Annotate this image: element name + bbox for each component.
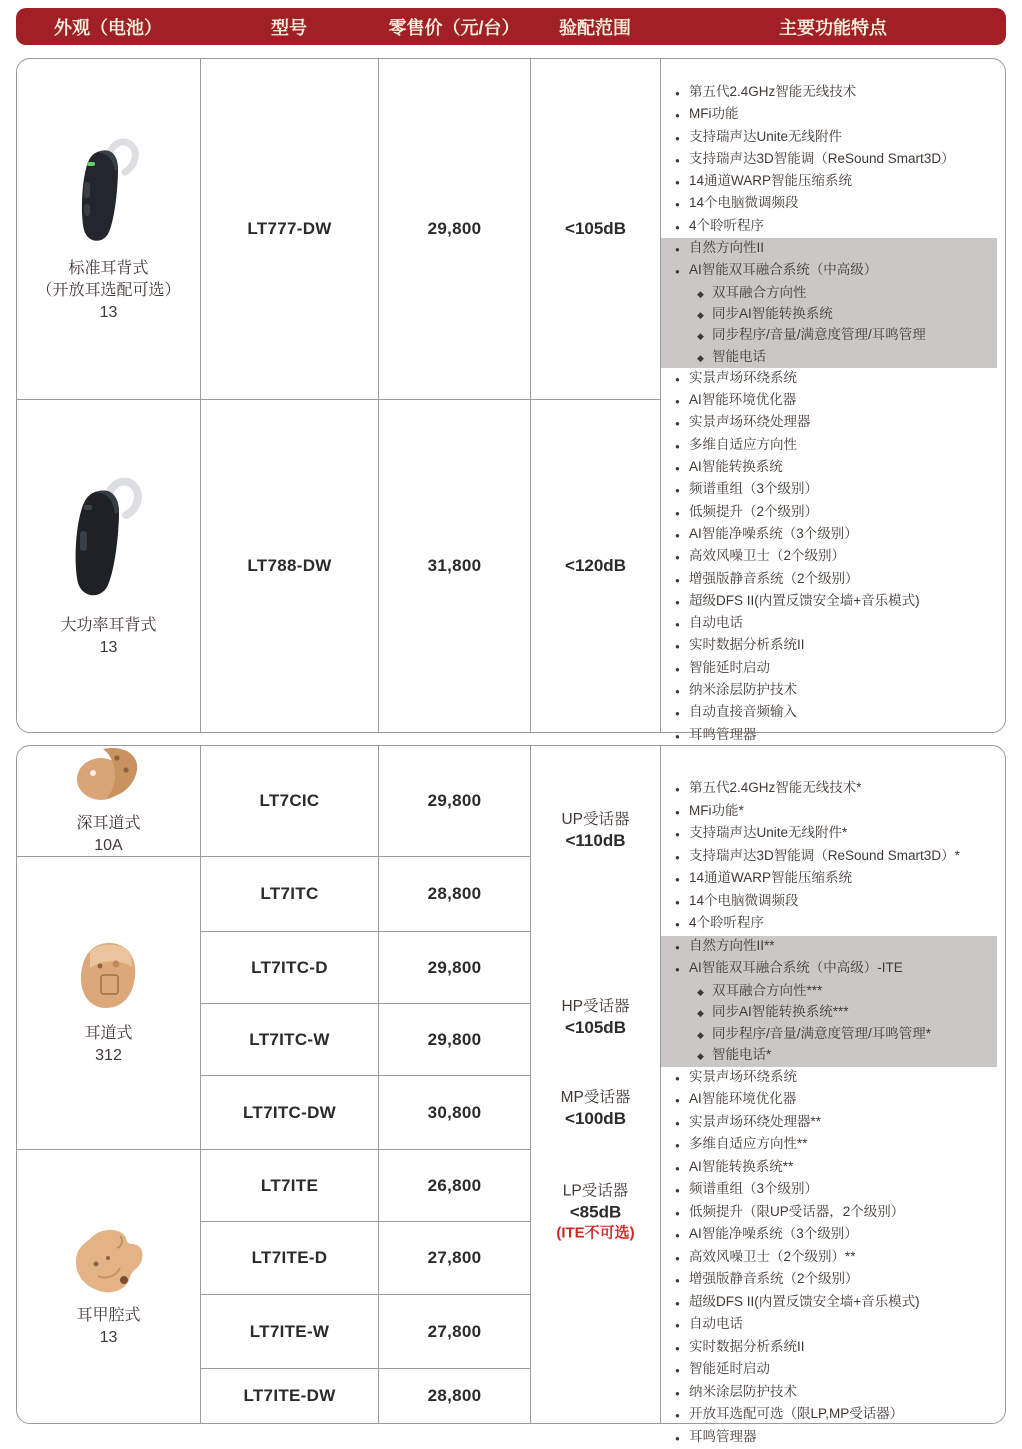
feature-text: AI智能转换系统 bbox=[689, 457, 783, 477]
feature-item bbox=[661, 502, 997, 524]
feature-text: 自然方向性II** bbox=[689, 936, 775, 957]
feature-item bbox=[661, 1404, 997, 1427]
dot-bullet-icon: ● bbox=[675, 1204, 689, 1225]
custom-models-table bbox=[16, 745, 1006, 1424]
receiver-label: UP受话器 bbox=[531, 809, 660, 830]
feature-item bbox=[661, 412, 997, 434]
feature-text: 支持瑞声达3D智能调（ReSound Smart3D） bbox=[689, 149, 955, 169]
dot-bullet-icon: ● bbox=[675, 459, 689, 479]
battery-size-label: 13 bbox=[76, 1327, 140, 1349]
model-cell: LT7ITC-D bbox=[201, 932, 379, 1004]
feature-item bbox=[661, 171, 997, 193]
dot-bullet-icon: ● bbox=[675, 1429, 689, 1449]
dot-bullet-icon: ● bbox=[675, 1339, 689, 1360]
feature-text: 14个电脑微调频段 bbox=[689, 891, 799, 912]
appearance-label-line: 耳道式 bbox=[84, 1023, 132, 1045]
feature-text: 4个聆听程序 bbox=[689, 216, 764, 236]
feature-item bbox=[661, 1427, 997, 1449]
header-main-features: 主要功能特点 bbox=[660, 14, 1006, 40]
feature-item bbox=[661, 1292, 997, 1315]
feature-text: 支持瑞声达3D智能调（ReSound Smart3D）* bbox=[689, 846, 960, 867]
dot-bullet-icon: ● bbox=[675, 84, 689, 104]
feature-item bbox=[661, 868, 997, 891]
feature-text: MFi功能* bbox=[689, 801, 744, 822]
feature-text: 自动电话 bbox=[689, 1314, 743, 1335]
fitting-range-value: <110dB bbox=[531, 830, 660, 851]
diamond-bullet-icon: ◆ bbox=[697, 1003, 712, 1024]
appearance-label-line: （开放耳选配可选） bbox=[36, 280, 180, 302]
battery-size-label: 13 bbox=[36, 302, 180, 324]
dot-bullet-icon: ● bbox=[675, 240, 689, 260]
high-power-bte-hearing-aid-image bbox=[66, 473, 152, 605]
itc-hearing-aid-image bbox=[77, 939, 141, 1013]
dot-bullet-icon: ● bbox=[675, 1091, 689, 1112]
feature-text: 纳米涂层防护技术 bbox=[689, 680, 797, 700]
feature-text: 多维自适应方向性 bbox=[689, 435, 797, 455]
dot-bullet-icon: ● bbox=[675, 106, 689, 126]
feature-item bbox=[661, 1134, 997, 1157]
appearance-cell-itc bbox=[17, 857, 201, 1150]
fitting-range-column bbox=[531, 746, 661, 1423]
dot-bullet-icon: ● bbox=[675, 848, 689, 869]
diamond-bullet-icon: ◆ bbox=[697, 982, 712, 1003]
dot-bullet-icon: ● bbox=[675, 392, 689, 412]
receiver-label: MP受话器 bbox=[531, 1087, 660, 1108]
feature-item bbox=[661, 524, 997, 546]
feature-item bbox=[661, 569, 997, 591]
feature-text: 频谱重组（3个级别） bbox=[689, 479, 818, 499]
price-cell: 27,800 bbox=[379, 1295, 531, 1369]
feature-item bbox=[661, 913, 997, 936]
feature-text: 4个聆听程序 bbox=[689, 913, 764, 934]
dot-bullet-icon: ● bbox=[675, 1384, 689, 1405]
feature-item bbox=[661, 1202, 997, 1225]
feature-text: 多维自适应方向性** bbox=[689, 1134, 808, 1155]
feature-text: AI智能双耳融合系统（中高级） bbox=[689, 260, 877, 280]
dot-bullet-icon: ● bbox=[675, 704, 689, 724]
feature-item bbox=[661, 1024, 997, 1046]
dot-bullet-icon: ● bbox=[675, 593, 689, 613]
dot-bullet-icon: ● bbox=[675, 1159, 689, 1180]
battery-size-label: 13 bbox=[60, 637, 156, 659]
feature-item bbox=[661, 635, 997, 657]
dot-bullet-icon: ● bbox=[675, 1136, 689, 1157]
dot-bullet-icon: ● bbox=[675, 825, 689, 846]
feature-text: 自动电话 bbox=[689, 613, 743, 633]
feature-item bbox=[661, 457, 997, 479]
standard-bte-hearing-aid-image bbox=[71, 135, 147, 248]
feature-text: AI智能双耳融合系统（中高级）-ITE bbox=[689, 958, 903, 979]
feature-item bbox=[661, 801, 997, 824]
feature-item bbox=[661, 260, 997, 282]
diamond-bullet-icon: ◆ bbox=[697, 284, 712, 304]
feature-item bbox=[661, 82, 997, 104]
dot-bullet-icon: ● bbox=[675, 370, 689, 390]
dot-bullet-icon: ● bbox=[675, 660, 689, 680]
dot-bullet-icon: ● bbox=[675, 151, 689, 171]
battery-size-label: 312 bbox=[84, 1045, 132, 1067]
feature-item bbox=[661, 591, 997, 613]
dot-bullet-icon: ● bbox=[675, 437, 689, 457]
dot-bullet-icon: ● bbox=[675, 414, 689, 434]
header-fitting-range: 验配范围 bbox=[530, 14, 660, 40]
feature-text: 高效风噪卫士（2个级别）** bbox=[689, 1247, 856, 1268]
feature-text: AI智能转换系统** bbox=[689, 1157, 793, 1178]
model-cell: LT788-DW bbox=[201, 400, 379, 732]
dot-bullet-icon: ● bbox=[675, 893, 689, 914]
feature-item bbox=[661, 725, 997, 747]
price-cell: 28,800 bbox=[379, 857, 531, 932]
feature-item bbox=[661, 390, 997, 412]
feature-item bbox=[661, 846, 997, 869]
feature-text: 智能延时启动 bbox=[689, 1359, 770, 1380]
header-appearance-battery: 外观（电池） bbox=[16, 14, 200, 40]
dot-bullet-icon: ● bbox=[675, 1294, 689, 1315]
feature-text: AI智能净噪系统（3个级别） bbox=[689, 1224, 858, 1245]
feature-text: 双耳融合方向性*** bbox=[712, 981, 822, 1002]
dot-bullet-icon: ● bbox=[675, 1271, 689, 1292]
features-list-bte bbox=[661, 59, 1005, 732]
dot-bullet-icon: ● bbox=[675, 1226, 689, 1247]
feature-item bbox=[661, 1067, 997, 1090]
feature-text: 14个电脑微调频段 bbox=[689, 193, 799, 213]
receiver-label: HP受话器 bbox=[531, 996, 660, 1017]
price-cell: 30,800 bbox=[379, 1076, 531, 1150]
price-cell: 26,800 bbox=[379, 1150, 531, 1222]
feature-text: 低频提升（限UP受话器，2个级别） bbox=[689, 1202, 904, 1223]
feature-item bbox=[661, 546, 997, 568]
feature-item bbox=[661, 1112, 997, 1135]
model-cell: LT7ITC-DW bbox=[201, 1076, 379, 1150]
feature-text: 智能电话 bbox=[712, 347, 766, 367]
feature-text: 实景声场环绕处理器** bbox=[689, 1112, 821, 1133]
dot-bullet-icon: ● bbox=[675, 1361, 689, 1382]
appearance-label bbox=[76, 813, 140, 857]
feature-item bbox=[661, 1382, 997, 1405]
cic-hearing-aid-image bbox=[73, 745, 145, 803]
feature-item bbox=[661, 1089, 997, 1112]
feature-text: 同步AI智能转换系统 bbox=[712, 304, 833, 324]
dot-bullet-icon: ● bbox=[675, 571, 689, 591]
led-indicator bbox=[87, 162, 95, 166]
feature-item bbox=[661, 1314, 997, 1337]
feature-item bbox=[661, 981, 997, 1003]
appearance-label bbox=[60, 615, 156, 659]
dot-bullet-icon: ● bbox=[675, 129, 689, 149]
price-cell: 27,800 bbox=[379, 1222, 531, 1295]
fitting-range-value: <105dB bbox=[565, 219, 626, 239]
fitting-range-lp bbox=[531, 1180, 660, 1243]
price-cell: 31,800 bbox=[379, 400, 531, 732]
feature-item bbox=[661, 193, 997, 215]
feature-text: 耳鸣管理器 bbox=[689, 725, 757, 745]
dot-bullet-icon: ● bbox=[675, 637, 689, 657]
feature-text: 开放耳选配可选（限LP,MP受话器） bbox=[689, 1404, 903, 1425]
dot-bullet-icon: ● bbox=[675, 481, 689, 501]
model-cell: LT7ITE-DW bbox=[201, 1369, 379, 1423]
fitting-range-cell bbox=[531, 59, 661, 400]
feature-item bbox=[661, 1002, 997, 1024]
header-model: 型号 bbox=[200, 14, 378, 40]
feature-item bbox=[661, 1045, 997, 1067]
model-cell: LT7CIC bbox=[201, 746, 379, 857]
dot-bullet-icon: ● bbox=[675, 682, 689, 702]
appearance-cell-power-bte bbox=[17, 400, 201, 732]
feature-text: 第五代2.4GHz智能无线技术* bbox=[689, 778, 862, 799]
dot-bullet-icon: ● bbox=[675, 870, 689, 891]
feature-item bbox=[661, 1337, 997, 1360]
feature-text: 增强版静音系统（2个级别） bbox=[689, 1269, 859, 1290]
dot-bullet-icon: ● bbox=[675, 615, 689, 635]
model-cell: LT7ITC-W bbox=[201, 1004, 379, 1076]
feature-item bbox=[661, 479, 997, 501]
dot-bullet-icon: ● bbox=[675, 1114, 689, 1135]
feature-text: 智能延时启动 bbox=[689, 658, 770, 678]
fitting-range-up bbox=[531, 809, 660, 851]
dot-bullet-icon: ● bbox=[675, 1069, 689, 1090]
fitting-range-value: <100dB bbox=[531, 1108, 660, 1129]
dot-bullet-icon: ● bbox=[675, 195, 689, 215]
model-cell: LT7ITE-W bbox=[201, 1295, 379, 1369]
model-cell: LT777-DW bbox=[201, 59, 379, 400]
feature-item bbox=[661, 325, 997, 346]
feature-text: 实景声场环绕系统 bbox=[689, 368, 797, 388]
dot-bullet-icon: ● bbox=[675, 1249, 689, 1270]
diamond-bullet-icon: ◆ bbox=[697, 1046, 712, 1067]
feature-text: 耳鸣管理器 bbox=[689, 1427, 757, 1448]
feature-text: 超级DFS II(内置反馈安全墙+音乐模式) bbox=[689, 1292, 920, 1313]
feature-text: 自然方向性II bbox=[689, 238, 764, 258]
feature-item bbox=[661, 368, 997, 390]
feature-text: 实景声场环绕处理器 bbox=[689, 412, 811, 432]
diamond-bullet-icon: ◆ bbox=[697, 348, 712, 368]
feature-text: 实景声场环绕系统 bbox=[689, 1067, 797, 1088]
fitting-range-value: <85dB bbox=[531, 1201, 660, 1222]
feature-item bbox=[661, 304, 997, 325]
feature-item bbox=[661, 347, 997, 368]
dot-bullet-icon: ● bbox=[675, 218, 689, 238]
dot-bullet-icon: ● bbox=[675, 803, 689, 824]
appearance-cell-cic bbox=[17, 746, 201, 857]
feature-item bbox=[661, 891, 997, 914]
feature-text: 实时数据分析系统II bbox=[689, 635, 805, 655]
feature-item bbox=[661, 936, 997, 959]
feature-text: 实时数据分析系统II bbox=[689, 1337, 805, 1358]
dot-bullet-icon: ● bbox=[675, 727, 689, 747]
appearance-cell-standard-bte bbox=[17, 59, 201, 400]
feature-item bbox=[661, 702, 997, 724]
battery-size-label: 10A bbox=[76, 835, 140, 857]
feature-text: 双耳融合方向性 bbox=[712, 283, 807, 303]
feature-text: 支持瑞声达Unite无线附件* bbox=[689, 823, 847, 844]
diamond-bullet-icon: ◆ bbox=[697, 305, 712, 325]
header-retail-price: 零售价（元/台） bbox=[378, 14, 530, 40]
appearance-label bbox=[84, 1023, 132, 1067]
feature-text: 同步AI智能转换系统*** bbox=[712, 1002, 849, 1023]
dot-bullet-icon: ● bbox=[675, 262, 689, 282]
dot-bullet-icon: ● bbox=[675, 960, 689, 981]
fitting-range-value: <105dB bbox=[531, 1017, 660, 1038]
appearance-label bbox=[36, 258, 180, 324]
ite-hearing-aid-image bbox=[69, 1225, 149, 1295]
price-cell: 29,800 bbox=[379, 59, 531, 400]
receiver-label: LP受话器 bbox=[531, 1180, 660, 1201]
features-list-custom bbox=[661, 746, 1005, 1423]
feature-text: 第五代2.4GHz智能无线技术 bbox=[689, 82, 856, 102]
dot-bullet-icon: ● bbox=[675, 526, 689, 546]
table-header-bar bbox=[16, 8, 1006, 45]
feature-text: 增强版静音系统（2个级别） bbox=[689, 569, 859, 589]
price-cell: 29,800 bbox=[379, 1004, 531, 1076]
feature-item bbox=[661, 1179, 997, 1202]
feature-item bbox=[661, 1157, 997, 1180]
model-cell: LT7ITC bbox=[201, 857, 379, 932]
feature-text: 超级DFS II(内置反馈安全墙+音乐模式) bbox=[689, 591, 920, 611]
appearance-label-line: 耳甲腔式 bbox=[76, 1305, 140, 1327]
dot-bullet-icon: ● bbox=[675, 1406, 689, 1427]
feature-text: 智能电话* bbox=[712, 1045, 771, 1066]
dot-bullet-icon: ● bbox=[675, 915, 689, 936]
feature-text: 14通道WARP智能压缩系统 bbox=[689, 171, 852, 191]
dot-bullet-icon: ● bbox=[675, 1181, 689, 1202]
model-cell: LT7ITE bbox=[201, 1150, 379, 1222]
feature-text: MFi功能 bbox=[689, 104, 739, 124]
feature-text: 14通道WARP智能压缩系统 bbox=[689, 868, 852, 889]
fitting-range-mp bbox=[531, 1087, 660, 1129]
feature-text: AI智能环境优化器 bbox=[689, 390, 796, 410]
feature-text: 支持瑞声达Unite无线附件 bbox=[689, 127, 842, 147]
diamond-bullet-icon: ◆ bbox=[697, 1025, 712, 1046]
feature-item bbox=[661, 1269, 997, 1292]
feature-item bbox=[661, 658, 997, 680]
feature-item bbox=[661, 958, 997, 981]
feature-item bbox=[661, 680, 997, 702]
dot-bullet-icon: ● bbox=[675, 173, 689, 193]
feature-item bbox=[661, 127, 997, 149]
feature-item bbox=[661, 216, 997, 238]
bte-models-table bbox=[16, 58, 1006, 733]
dot-bullet-icon: ● bbox=[675, 780, 689, 801]
appearance-label bbox=[76, 1305, 140, 1349]
dot-bullet-icon: ● bbox=[675, 938, 689, 959]
feature-item bbox=[661, 778, 997, 801]
feature-text: 低频提升（2个级别） bbox=[689, 502, 818, 522]
price-cell: 29,800 bbox=[379, 932, 531, 1004]
feature-item bbox=[661, 1224, 997, 1247]
feature-text: AI智能净噪系统（3个级别） bbox=[689, 524, 858, 544]
dot-bullet-icon: ● bbox=[675, 548, 689, 568]
model-cell: LT7ITE-D bbox=[201, 1222, 379, 1295]
feature-item bbox=[661, 1247, 997, 1270]
feature-text: 纳米涂层防护技术 bbox=[689, 1382, 797, 1403]
appearance-label-line: 标准耳背式 bbox=[36, 258, 180, 280]
price-cell: 29,800 bbox=[379, 746, 531, 857]
fitting-range-cell bbox=[531, 400, 661, 732]
feature-item bbox=[661, 613, 997, 635]
feature-item bbox=[661, 823, 997, 846]
feature-item bbox=[661, 283, 997, 304]
dot-bullet-icon: ● bbox=[675, 1316, 689, 1337]
fitting-range-value: <120dB bbox=[565, 556, 626, 576]
feature-text: 同步程序/音量/满意度管理/耳鸣管理* bbox=[712, 1024, 931, 1045]
feature-text: 频谱重组（3个级别） bbox=[689, 1179, 818, 1200]
dot-bullet-icon: ● bbox=[675, 504, 689, 524]
feature-item bbox=[661, 238, 997, 260]
fitting-range-hp bbox=[531, 996, 660, 1038]
feature-item bbox=[661, 435, 997, 457]
ite-not-available-note: (ITE不可选) bbox=[531, 1222, 660, 1243]
feature-text: AI智能环境优化器 bbox=[689, 1089, 796, 1110]
appearance-label-line: 深耳道式 bbox=[76, 813, 140, 835]
appearance-cell-ite bbox=[17, 1150, 201, 1423]
feature-item bbox=[661, 149, 997, 171]
feature-text: 自动直接音频输入 bbox=[689, 702, 797, 722]
feature-item bbox=[661, 104, 997, 126]
feature-item bbox=[661, 1359, 997, 1382]
feature-text: 同步程序/音量/满意度管理/耳鸣管理 bbox=[712, 325, 926, 345]
price-cell: 28,800 bbox=[379, 1369, 531, 1423]
feature-text: 高效风噪卫士（2个级别） bbox=[689, 546, 845, 566]
diamond-bullet-icon: ◆ bbox=[697, 326, 712, 346]
appearance-label-line: 大功率耳背式 bbox=[60, 615, 156, 637]
